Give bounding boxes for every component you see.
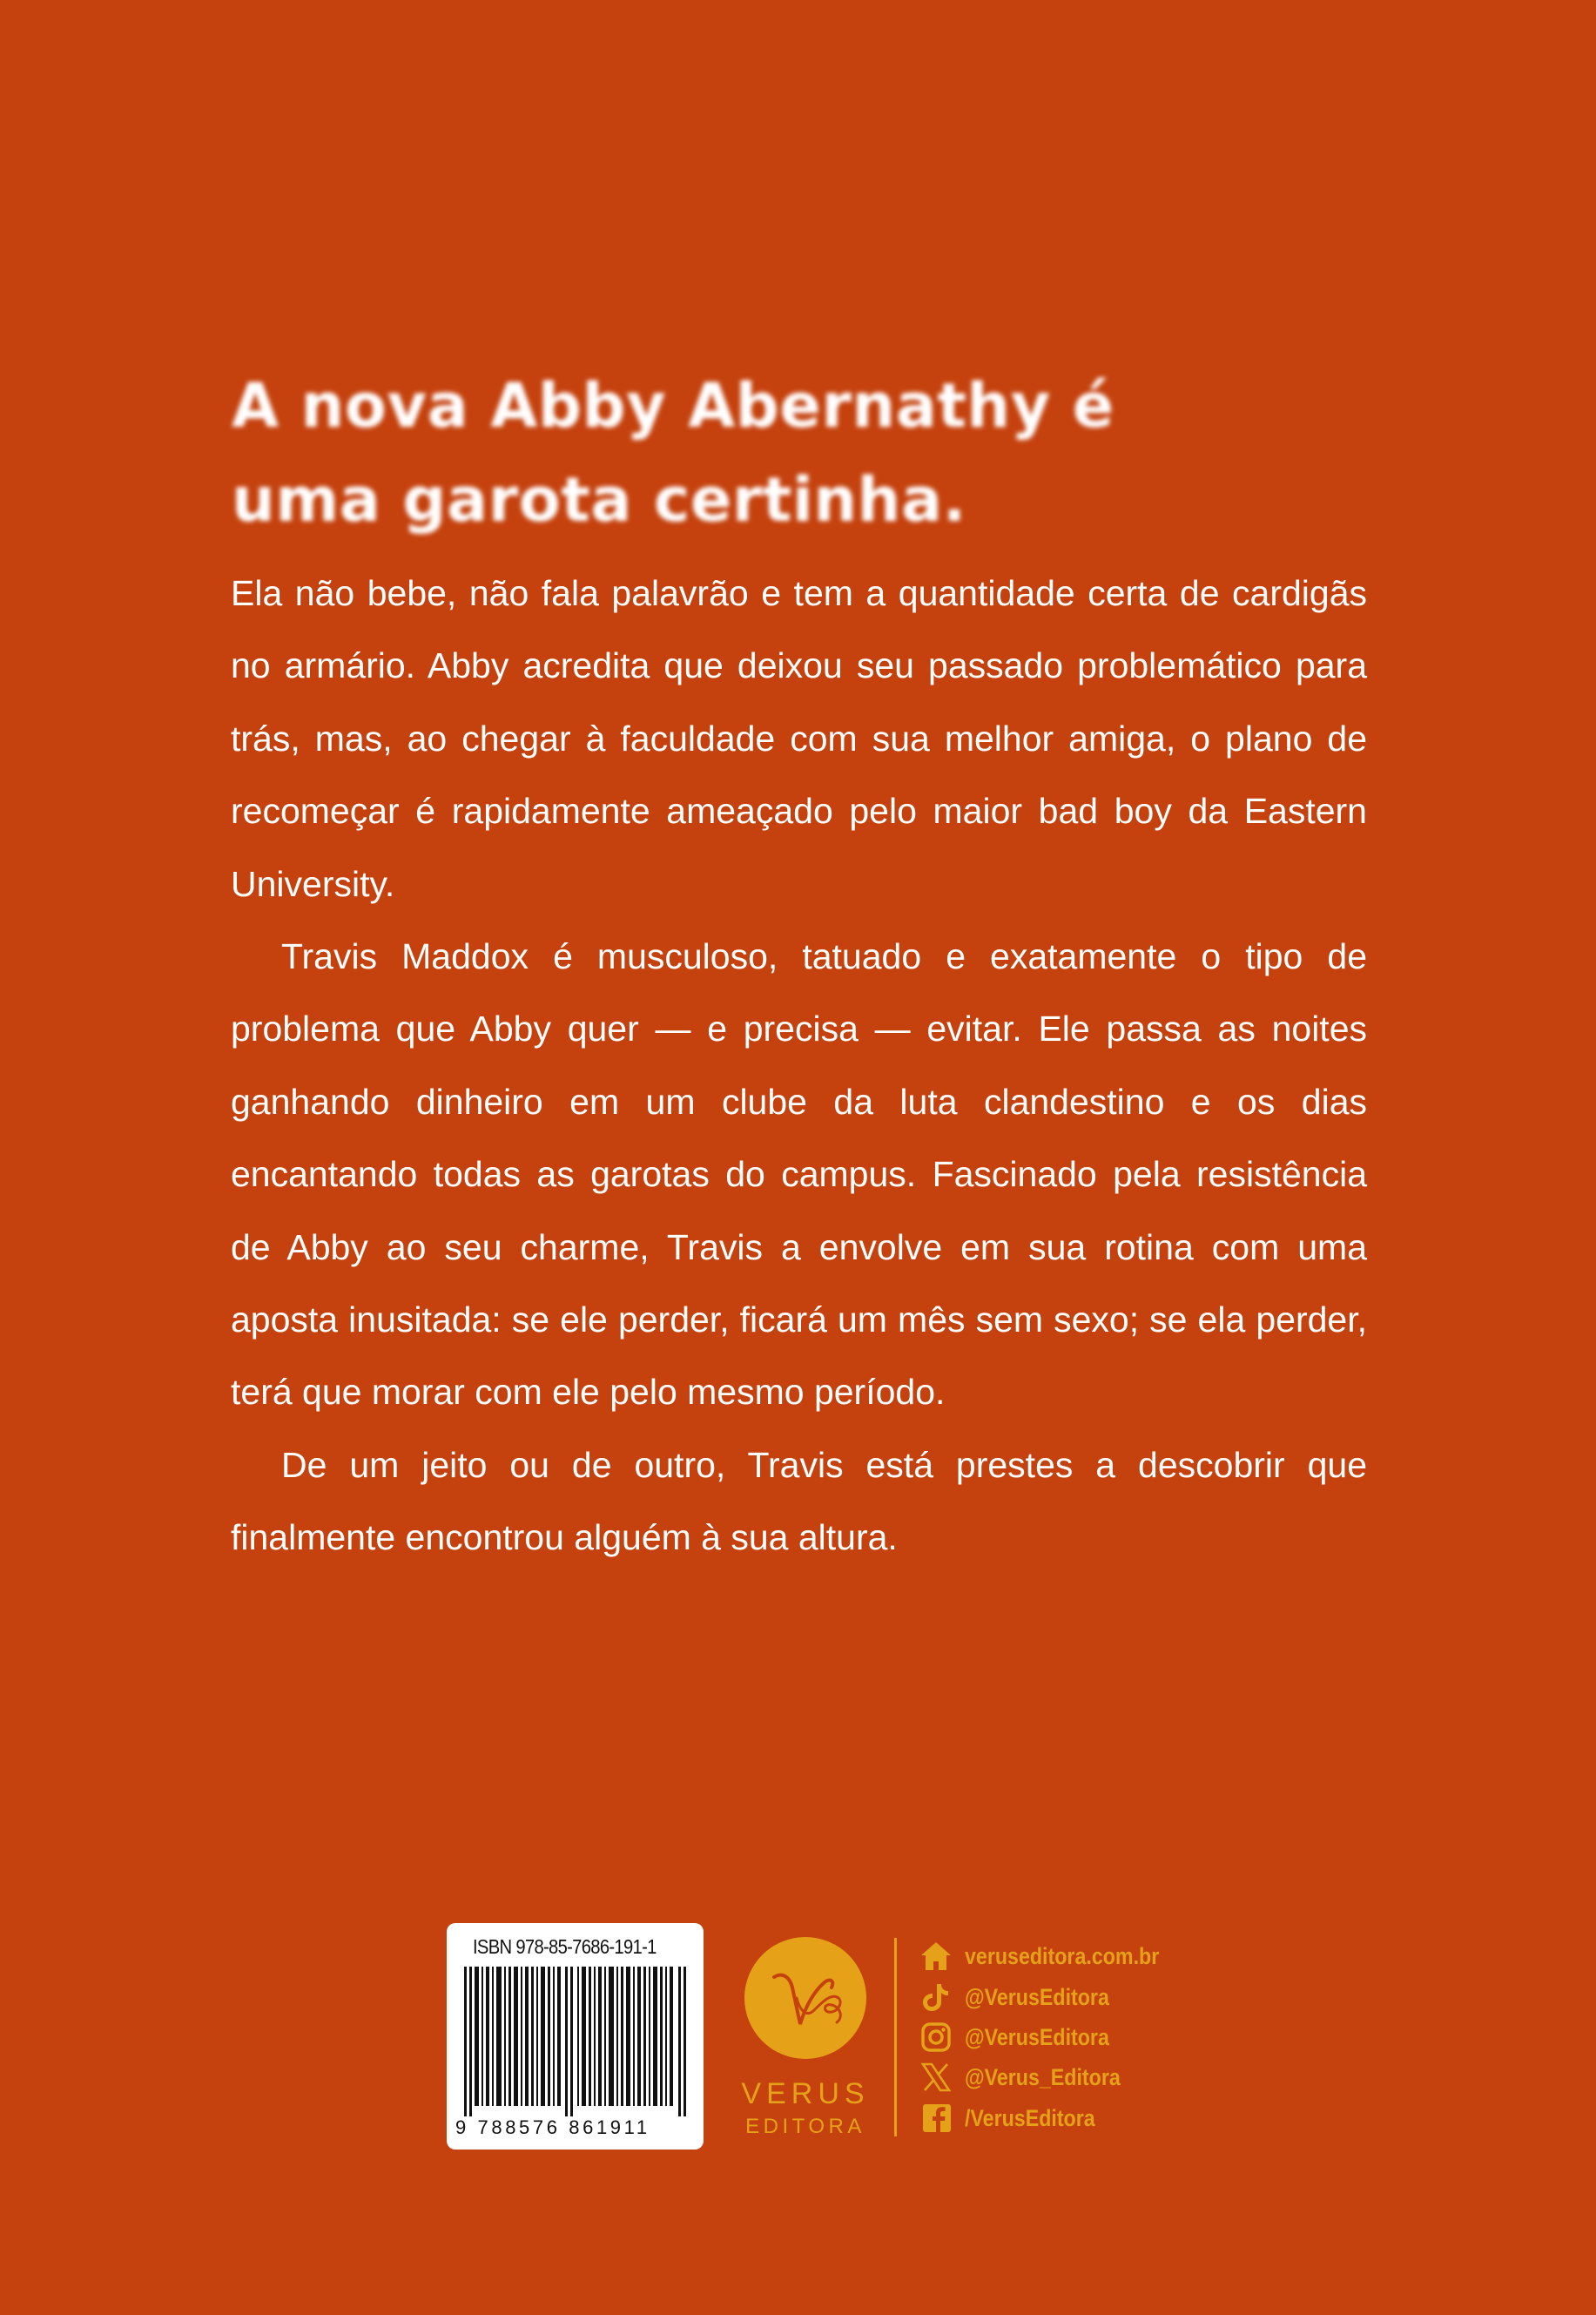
headline-line-2: uma garota certinha. [232,464,966,536]
synopsis-paragraph-3: De um jeito ou de outro, Travis está prestes a descobrir que finalmente encontrou alguém à sua altura. [231,1444,1367,1558]
headline-line-1: A nova Abby Abernathy é [232,370,1115,442]
v-monogram-icon [744,1937,866,2059]
instagram-icon [919,2021,953,2053]
tiktok-icon [919,1981,953,2013]
barcode-digits: 9 788576 861911 [455,2116,650,2138]
social-label: @VerusEditora [965,1983,1109,2010]
social-label: @VerusEditora [965,2023,1109,2050]
publisher-name: VERUS [741,2077,870,2110]
synopsis-paragraph-2: Travis Maddox é musculoso, tatuado e exatamente o tipo de problema que Abby quer — e precisa — evitar. Ele passa as noites ganhando dinheiro em um clube da luta clandestino e os dias encantando todas as garotas do campus. Fascinado pela resistência de Abby ao seu charme, Travis a envolve em sua rotina com uma aposta inusitada: se ele perder, ficará um mês sem sexo; se ela perder, terá que morar com ele pelo mesmo período. [231,936,1367,1413]
social-x[interactable] [919,2060,1146,2095]
social-label: /VerusEditora [965,2104,1095,2131]
social-tiktok[interactable] [919,1980,1133,2015]
home-icon [919,1940,953,1972]
social-label: @Verus_Editora [965,2063,1121,2090]
synopsis-paragraph-1: Ela não bebe, não fala palavrão e tem a quantidade certa de cardigãs no armário. Abby acredita que deixou seu passado problemático para trás, mas, ao chegar à faculdade com sua melhor amiga, o plano de recomeçar é rapidamente ameaçado pelo maior bad boy da Eastern University. [231,573,1367,904]
publisher-subtitle: EDITORA [745,2115,865,2138]
headline [232,359,1416,547]
isbn-label: ISBN 978-85-7686-191-1 [473,1935,657,1958]
social-website[interactable] [919,1939,1191,1974]
x-icon [919,2062,953,2093]
barcode-bars-icon [459,1967,694,2116]
divider [894,1938,897,2136]
social-facebook[interactable] [919,2101,1116,2136]
social-instagram[interactable] [919,2020,1133,2055]
synopsis [231,557,1367,1575]
verus-logo [744,1937,866,2059]
facebook-icon [919,2102,953,2134]
isbn-barcode [447,1923,704,2150]
social-label: veruseditora.com.br [965,1942,1160,1969]
